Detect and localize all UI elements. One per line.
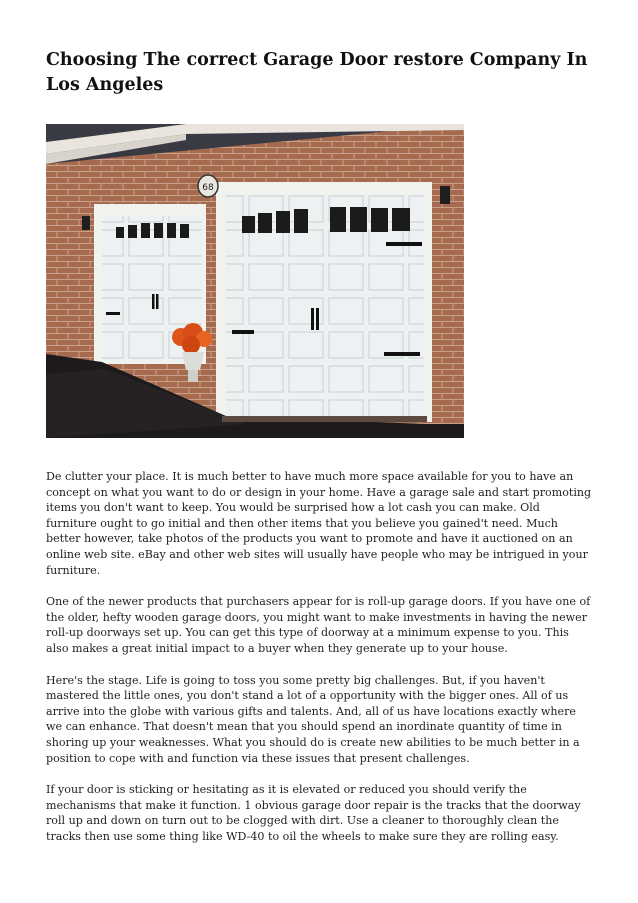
garage-door-photo — [46, 124, 464, 438]
house-number: 68 — [202, 183, 214, 193]
paragraph: If your door is sticking or hesitating as it is elevated or reduced you should verify the mechanisms that make it function. 1 obvious garage door repair is the tracks that the doorway roll up and down on turn out to be clogged with dirt. Use a cleaner to thoroughly clean the tracks then use some thing like WD-40 to oil the wheels to make sure they are rolling easy. — [46, 783, 581, 843]
paragraph: Here's the stage. Life is going to toss you some pretty big challenges. But, if you haven't mastered the little ones, you don't stand a lot of a opportunity with the bigger ones. All of us arrive into the globe with various gifts and talents. And, all of us have locations exactly where we can enhance. That doesn't mean that you should spend an inordinate quantity of time in shoring up your weaknesses. What you should do is create new abilities to be much better in a position to cope with and function via these issues that present challenges. — [46, 673, 580, 765]
paragraph: One of the newer products that purchasers appear for is roll-up garage doors. If you have one of the older, hefty wooden garage doors, you might want to make investments in having the newer roll-up doorways set up. You can get this type of doorway at a minimum expense to you. This also makes a great initial impact to a buyer when they generate up to your house. — [46, 595, 591, 655]
article-body — [46, 469, 594, 860]
page-title: Choosing The correct Garage Door restore Company In Los Angeles — [46, 50, 588, 95]
paragraph: De clutter your place. It is much better to have much more space available for you to have an concept on what you want to do or design in your home. Have a garage sale and start promoting items you don't want to keep. You would be surprised how a lot cash you can make. Old furniture ought to go initial and then other items that you believe you gained't need. Much better however, take photos of the products you want to promote and have it auctioned on an online web site. eBay and other web sites will usually have people who may be intrigued in your furniture. — [46, 470, 592, 577]
